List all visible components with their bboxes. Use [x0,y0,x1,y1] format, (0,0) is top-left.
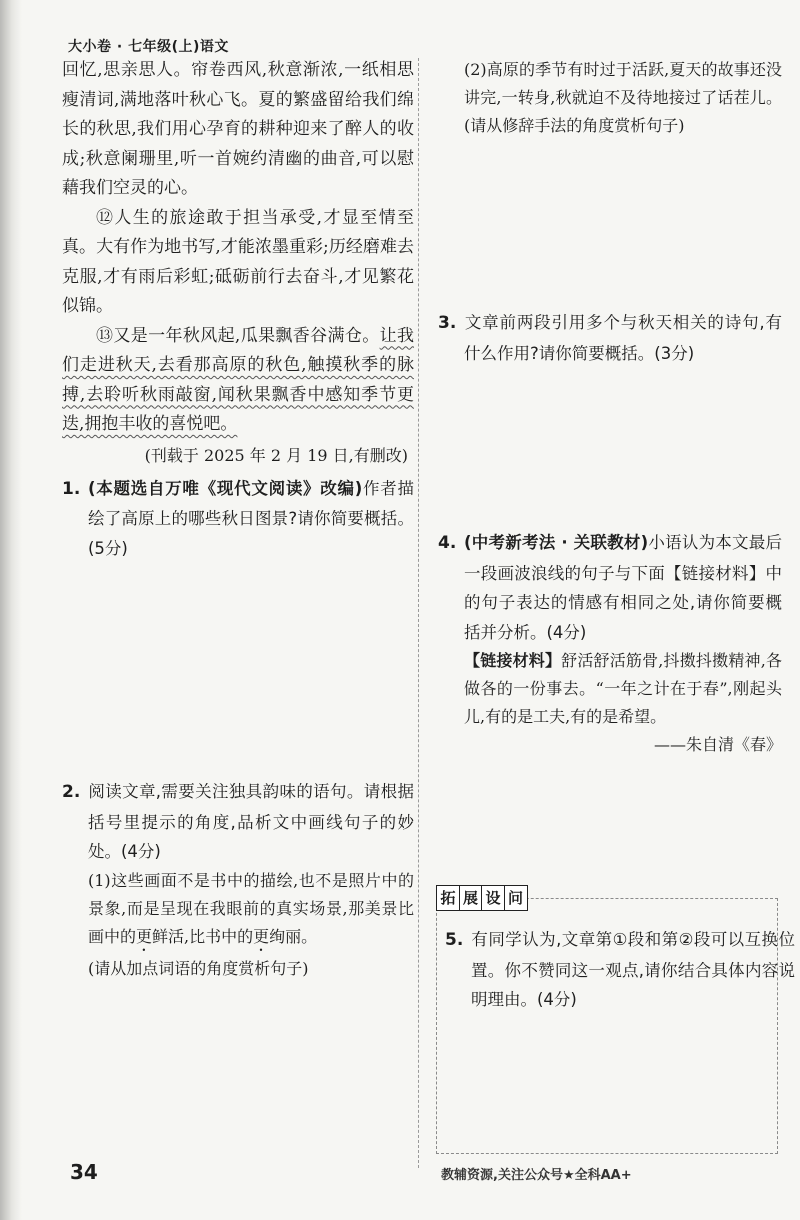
dotted-word-2: 更 [253,926,270,946]
extension-label-char: 问 [504,885,528,911]
question-4-text: 小语认为本文最后一段画波浪线的句子与下面【链接材料】中的句子表达的情感有相同之处,请你简要概括并分析。(4分) [464,533,783,642]
question-4 [438,528,782,647]
answer-space-2-2 [438,140,782,308]
source-note: (刊载于 2025 年 2 月 19 日,有删改) [144,445,408,465]
question-1 [62,474,414,564]
question-3-number: 3. [438,313,457,333]
question-2-sub-2: (2)高原的季节有时过于活跃,夏天的故事还没讲完,一转身,秋就迫不及待地接过了话茬儿。(请从修辞手法的角度赏析句子) [464,60,782,135]
question-4-number: 4. [438,533,457,553]
link-material [438,647,782,731]
extension-label-char: 设 [481,885,505,911]
question-1-tag: (本题选自万唯《现代文阅读》改编) [88,478,363,498]
question-3 [438,308,782,368]
answer-space-1 [62,563,414,777]
question-2-sub-1: (1)这些画面不是书中的描绘,也不是照片中的景象,而是呈现在我眼前的真实场景,那美景比画中的更鲜活,比书中的更绚丽。 [88,870,414,946]
question-4-tag: (中考新考法 · 关联教材) [464,533,649,552]
right-column [438,56,782,759]
page-binding-shadow [0,0,22,1220]
question-2 [62,777,414,867]
extension-label-char: 展 [459,885,483,911]
column-divider [418,58,419,1168]
passage-paragraph-continued: 回忆,思亲思人。帘卷西风,秋意渐浓,一纸相思瘦清词,满地落叶秋心飞。夏的繁盛留给我们绵长的秋思,我们用心孕育的耕种迎来了醉人的收成;秋意阑珊里,听一首婉约清幽的曲音,可以慰藉我们空灵的心。 [62,60,414,198]
wavy-underlined-sentence: 让我们走进秋天,去看那高原的秋色,触摸秋季的脉搏,去聆听秋雨敲窗,闻秋果飘香中感知季节更迭,拥抱丰收的喜悦吧。 [62,325,415,434]
extension-label [436,885,526,911]
question-2-sub-1-hint: (请从加点词语的角度赏析句子) [88,958,309,978]
link-material-text: 舒活舒活筋骨,抖擞抖擞精神,各做各的一份事去。“一年之计在于春”,刚起头儿,有的是工夫,有的是希望。 [464,651,782,726]
question-5-text: 有同学认为,文章第①段和第②段可以互换位置。你不赞同这一观点,请你结合具体内容说明理由。(4分) [471,930,795,1009]
question-3-text: 文章前两段引用多个与秋天相关的诗句,有什么作用?请你简要概括。(3分) [464,313,782,363]
link-material-label: 【链接材料】 [464,651,562,670]
link-material-attribution: ——朱自清《春》 [653,735,782,754]
answer-space-3 [438,368,782,528]
passage-paragraph-13 [62,322,414,440]
question-2-text: 阅读文章,需要关注独具韵味的语句。请根据括号里提示的角度,品析文中画线句子的妙处。(4分) [88,782,414,861]
extension-question-box [436,889,795,1154]
question-2-number: 2. [62,782,81,802]
question-1-text: 作者描绘了高原上的哪些秋日图景?请你简要概括。(5分) [88,478,414,558]
paragraph-13-lead: ⑬又是一年秋风起,瓜果飘香谷满仓。 [96,325,380,346]
question-5-number: 5. [445,930,464,950]
running-header: 大小卷 · 七年级(上)语文 [68,39,229,55]
passage-paragraph-12: ⑫人生的旅途敢于担当承受,才显至情至真。大有作为地书写,才能浓墨重彩;历经磨难去克服,才有雨后彩虹;砥砺前行去奋斗,才见繁花似锦。 [62,207,414,316]
left-column [62,56,414,983]
question-1-number: 1. [62,478,81,499]
footer-promo: 教辅资源,关注公众号★全科AA+ [441,1168,632,1183]
page-number: 34 [70,1160,98,1184]
extension-label-char: 拓 [436,885,460,911]
dotted-word-1: 更 [136,926,153,946]
question-5 [445,925,795,1015]
